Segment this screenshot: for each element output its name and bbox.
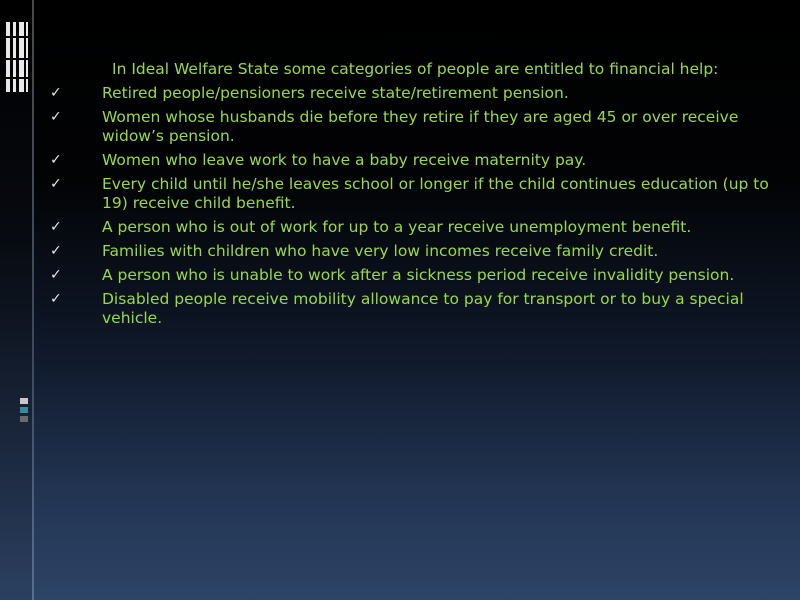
list-item-text: Every child until he/she leaves school or longer if the child continues education (up to 19) receive child benefit. (102, 175, 769, 212)
barcode-gap (6, 36, 28, 38)
list-item-text: A person who is out of work for up to a year receive unemployment benefit. (102, 218, 692, 236)
list-item-text: Women who leave work to have a baby receive maternity pay. (102, 151, 587, 169)
barcode-bar (13, 22, 16, 92)
list-item (46, 175, 776, 213)
checkmark-icon: ✓ (50, 85, 62, 101)
barcode-bar (19, 22, 24, 92)
checkmark-icon: ✓ (50, 176, 62, 192)
checkmark-icon: ✓ (50, 291, 62, 307)
list-item-text: Women whose husbands die before they retire if they are aged 45 or over receive widow’s pension. (102, 108, 739, 145)
deco-square (20, 398, 28, 404)
slide-content (46, 60, 776, 333)
checkmark-icon: ✓ (50, 267, 62, 283)
list-item (46, 218, 776, 237)
strip-edge-line (32, 0, 34, 600)
list-item (46, 290, 776, 328)
checkmark-icon: ✓ (50, 152, 62, 168)
list-item-text: A person who is unable to work after a sickness period receive invalidity pension. (102, 266, 735, 284)
list-item (46, 242, 776, 261)
deco-square (20, 407, 28, 413)
list-item (46, 266, 776, 285)
barcode-gap (6, 58, 28, 60)
intro-text: In Ideal Welfare State some categories of people are entitled to financial help: (112, 60, 719, 78)
benefit-list (46, 84, 776, 328)
square-decoration (20, 398, 28, 425)
list-item-text: Retired people/pensioners receive state/retirement pension. (102, 84, 569, 102)
list-item (46, 84, 776, 103)
checkmark-icon: ✓ (50, 109, 62, 125)
list-item-text: Families with children who have very low incomes receive family credit. (102, 242, 659, 260)
barcode-bar (26, 22, 28, 92)
list-item (46, 151, 776, 170)
checkmark-icon: ✓ (50, 243, 62, 259)
list-item-text: Disabled people receive mobility allowance to pay for transport or to buy a special vehicle. (102, 290, 744, 327)
deco-square (20, 416, 28, 422)
list-item (46, 108, 776, 146)
barcode-decoration (6, 22, 28, 92)
barcode-bar (6, 22, 10, 92)
barcode-gap (6, 77, 28, 79)
checkmark-icon: ✓ (50, 219, 62, 235)
left-decorative-strip (0, 0, 34, 600)
